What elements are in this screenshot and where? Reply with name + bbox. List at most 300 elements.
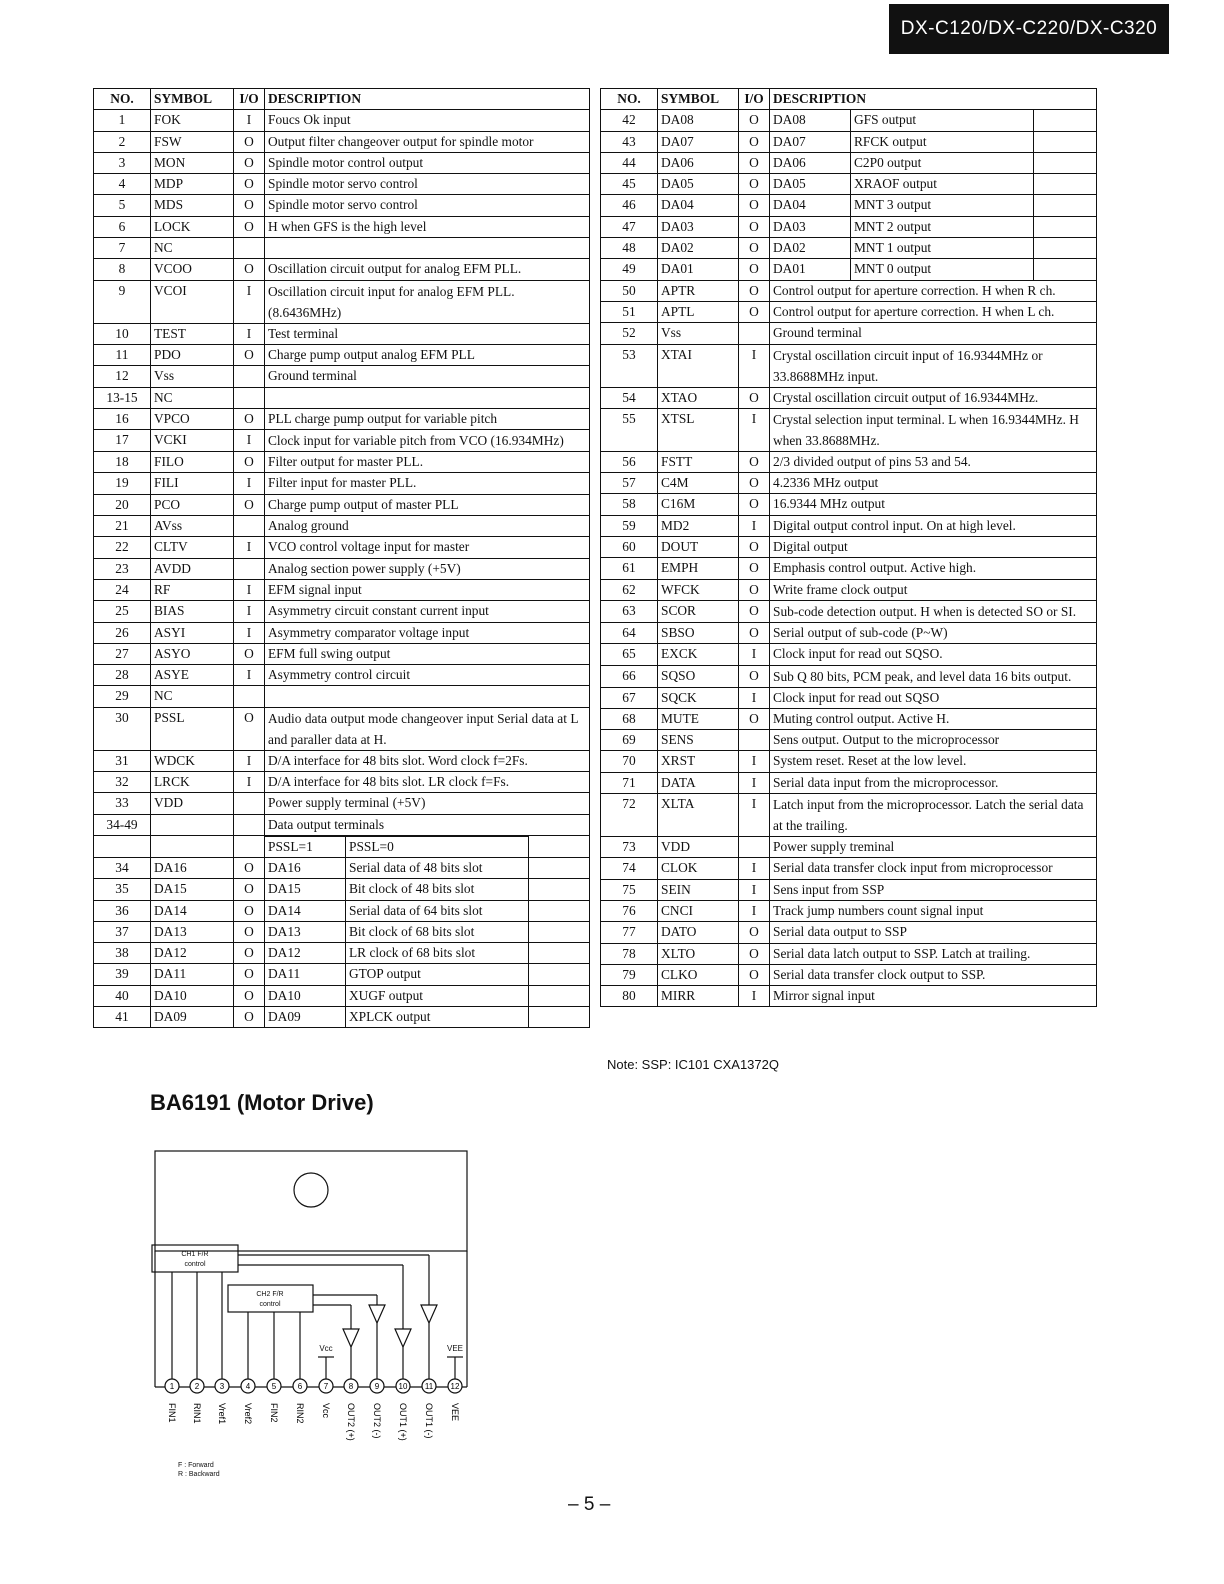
- pin-description: Analog section power supply (+5V): [265, 558, 590, 579]
- pin-symbol: SCOR: [658, 600, 739, 622]
- pin-description: Spindle motor control output: [265, 152, 590, 173]
- pin-io: I: [739, 344, 770, 387]
- pin-number-label: 3: [219, 1382, 225, 1391]
- table-row: [94, 622, 590, 643]
- pin-io: [234, 814, 265, 835]
- pssl1-function: DA04: [770, 195, 851, 215]
- table-row: [601, 986, 1097, 1007]
- table-row: [601, 259, 1097, 280]
- pin-io: O: [234, 943, 265, 964]
- pin-io: O: [234, 216, 265, 237]
- pin-io: O: [234, 857, 265, 878]
- table-row: [601, 665, 1097, 687]
- pin-symbol: ASYI: [151, 622, 234, 643]
- ic-index-circle: [294, 1173, 328, 1207]
- pin-description: Asymmetry circuit constant current input: [265, 601, 590, 622]
- pin-symbol: VPCO: [151, 408, 234, 429]
- data-output-subtable: [265, 879, 589, 899]
- data-output-subtable: [770, 238, 1096, 258]
- pin-description: Latch input from the microprocessor. Latch the serial data at the trailing.: [770, 794, 1097, 837]
- pin-number: 59: [601, 515, 658, 536]
- blank-cell: [529, 836, 590, 857]
- table-row: [601, 152, 1097, 173]
- pssl1-function: DA01: [770, 259, 851, 279]
- pin-io: I: [739, 879, 770, 900]
- pin-io: O: [739, 922, 770, 943]
- pssl0-function: C2P0 output: [851, 153, 1034, 173]
- pin-symbol: EXCK: [658, 644, 739, 665]
- pin-number: 61: [601, 558, 658, 579]
- pin-symbol: DA09: [151, 1006, 234, 1027]
- pin-number: 45: [601, 174, 658, 195]
- pin-description: 16.9344 MHz output: [770, 494, 1097, 515]
- pin-number: 11: [94, 344, 151, 365]
- pin-symbol: RF: [151, 579, 234, 600]
- pin-description: Sub Q 80 bits, PCM peak, and level data 16 bits output.: [770, 665, 1097, 687]
- pin-description: Serial data latch output to SSP. Latch at trailing.: [770, 943, 1097, 964]
- pin-description: Serial data input from the microprocessor.: [770, 772, 1097, 793]
- pin-symbol: DA13: [151, 921, 234, 942]
- right-pin-table: [600, 88, 1097, 1007]
- pin-io: O: [739, 473, 770, 494]
- pin-io: O: [234, 707, 265, 750]
- pin-number: 25: [94, 601, 151, 622]
- pin-symbol: DATO: [658, 922, 739, 943]
- pin-io: I: [739, 794, 770, 837]
- pin-io: O: [739, 174, 770, 195]
- pin-symbol: LOCK: [151, 216, 234, 237]
- pin-number: 9: [94, 280, 151, 323]
- pin-description: Spindle motor servo control: [265, 174, 590, 195]
- pin-description: [265, 857, 590, 878]
- table-row: [94, 686, 590, 707]
- pin-description: Ground terminal: [265, 366, 590, 387]
- pin-io: [234, 558, 265, 579]
- pin-symbol: C4M: [658, 473, 739, 494]
- pin-symbol: DA16: [151, 857, 234, 878]
- pssl1-function: DA02: [770, 238, 851, 258]
- pin-description: [265, 686, 590, 707]
- pin-number: 24: [94, 579, 151, 600]
- pin-io: O: [739, 622, 770, 643]
- pin-description: D/A interface for 48 bits slot. LR clock f=Fs.: [265, 772, 590, 793]
- pin-symbol: APTR: [658, 280, 739, 301]
- pin-description: [265, 879, 590, 900]
- table-row: [601, 751, 1097, 772]
- amp-out1-minus: [395, 1329, 411, 1347]
- pssl0-function: Serial data of 64 bits slot: [346, 901, 529, 921]
- pin-symbol: VDD: [658, 837, 739, 858]
- pin-number-label: 7: [323, 1382, 329, 1391]
- blank-cell: [1034, 259, 1097, 279]
- table-row: [601, 451, 1097, 472]
- pin-io: O: [739, 259, 770, 280]
- document-header: DX-C120/DX-C220/DX-C320: [889, 4, 1169, 54]
- pin-number: 35: [94, 879, 151, 900]
- table-row: [601, 772, 1097, 793]
- pin-description: EFM signal input: [265, 579, 590, 600]
- amp-out2-minus: [343, 1329, 359, 1347]
- table-row: [94, 964, 590, 985]
- pin-io: [234, 835, 265, 857]
- blank-cell: [1034, 195, 1097, 215]
- pin-io: O: [739, 579, 770, 600]
- pin-symbol: SBSO: [658, 622, 739, 643]
- pin-description: Charge pump output analog EFM PLL: [265, 344, 590, 365]
- pin-number: 34-49: [94, 814, 151, 835]
- pin-io: O: [234, 452, 265, 473]
- pin-description: Sens output. Output to the microprocessor: [770, 730, 1097, 751]
- pin-symbol: XTSL: [658, 408, 739, 451]
- pin-io: O: [234, 408, 265, 429]
- amp-out1-plus: [421, 1305, 437, 1323]
- table-row: [601, 387, 1097, 408]
- pin-io: I: [739, 986, 770, 1007]
- table-row: [94, 408, 590, 429]
- pin-number: 57: [601, 473, 658, 494]
- table-row: [601, 644, 1097, 665]
- pin-io: O: [234, 152, 265, 173]
- pin-symbol: DA04: [658, 195, 739, 216]
- pin-io: O: [739, 665, 770, 687]
- pin-description: H when GFS is the high level: [265, 216, 590, 237]
- pin-description: Serial data output to SSP: [770, 922, 1097, 943]
- pin-name-label: VEE: [450, 1403, 460, 1422]
- pin-description: Charge pump output of master PLL: [265, 494, 590, 515]
- blank-cell: [1034, 217, 1097, 237]
- pin-description: Sens input from SSP: [770, 879, 1097, 900]
- pin-io: I: [739, 900, 770, 921]
- pin-number: 5: [94, 195, 151, 216]
- pin-description: Asymmetry control circuit: [265, 665, 590, 686]
- table-row: [601, 473, 1097, 494]
- pin-name-label: OUT2 (+): [346, 1403, 356, 1441]
- data-output-subtable: [265, 858, 589, 878]
- pin-symbol: AVss: [151, 516, 234, 537]
- pssl0-function: MNT 1 output: [851, 238, 1034, 258]
- pin-number-label: 1: [169, 1382, 175, 1391]
- header-io: I/O: [739, 89, 770, 110]
- pssl1-function: DA13: [265, 922, 346, 942]
- pin-io: O: [234, 259, 265, 280]
- table-row: [601, 537, 1097, 558]
- header-description: DESCRIPTION: [265, 89, 590, 110]
- pin-number: 74: [601, 858, 658, 879]
- pssl1-function: DA16: [265, 858, 346, 878]
- pin-io: O: [234, 174, 265, 195]
- table-row: [601, 238, 1097, 259]
- pin-io: O: [234, 879, 265, 900]
- pssl1-function: DA10: [265, 986, 346, 1006]
- ch2-label-1: CH2 F/R: [256, 1291, 284, 1298]
- pin-symbol: MON: [151, 152, 234, 173]
- pssl1-function: DA11: [265, 964, 346, 984]
- pin-description: 2/3 divided output of pins 53 and 54.: [770, 451, 1097, 472]
- pin-io: O: [234, 494, 265, 515]
- table-row: [601, 900, 1097, 921]
- ba6191-block-diagram: [140, 1145, 500, 1490]
- pin-number: 79: [601, 964, 658, 985]
- pin-description: Clock input for read out SQSO: [770, 687, 1097, 708]
- table-row: [94, 750, 590, 771]
- table-row: [601, 515, 1097, 536]
- pin-description: [770, 195, 1097, 216]
- table-row: [94, 985, 590, 1006]
- pin-symbol: [151, 814, 234, 835]
- pin-io: I: [739, 772, 770, 793]
- pin-description: Filter output for master PLL.: [265, 452, 590, 473]
- pin-symbol: CNCI: [658, 900, 739, 921]
- pin-io: O: [234, 985, 265, 1006]
- table-row: [94, 323, 590, 344]
- pin-description: Oscillation circuit output for analog EFM PLL.: [265, 259, 590, 280]
- pin-symbol: DA06: [658, 152, 739, 173]
- table-row: [94, 366, 590, 387]
- pin-number: 54: [601, 387, 658, 408]
- table-header-row: [94, 89, 590, 110]
- table-row: [94, 601, 590, 622]
- vcc-label: Vcc: [319, 1344, 333, 1353]
- pin-number: 66: [601, 665, 658, 687]
- table-row: [94, 900, 590, 921]
- pin-description: Output filter changeover output for spindle motor: [265, 131, 590, 152]
- table-row: [94, 452, 590, 473]
- pin-description: Analog ground: [265, 516, 590, 537]
- pin-description: [265, 387, 590, 408]
- table-row: [601, 708, 1097, 729]
- table-row: [94, 516, 590, 537]
- pin-number-label: 4: [245, 1382, 251, 1391]
- pin-io: O: [739, 195, 770, 216]
- table-row: [601, 110, 1097, 131]
- table-row: [601, 600, 1097, 622]
- pssl0-function: RFCK output: [851, 132, 1034, 152]
- pin-io: O: [234, 964, 265, 985]
- pin-io: [739, 323, 770, 344]
- pin-number: 41: [94, 1006, 151, 1027]
- pin-symbol: MIRR: [658, 986, 739, 1007]
- table-row: [94, 857, 590, 878]
- pin-number: 68: [601, 708, 658, 729]
- header-io: I/O: [234, 89, 265, 110]
- pin-symbol: SQSO: [658, 665, 739, 687]
- pin-number: 65: [601, 644, 658, 665]
- pssl0-function: Bit clock of 68 bits slot: [346, 922, 529, 942]
- pin-symbol: DA12: [151, 943, 234, 964]
- pin-symbol: MDS: [151, 195, 234, 216]
- blank-cell: [1034, 153, 1097, 173]
- data-output-subtable: [770, 110, 1096, 130]
- table-row: [94, 238, 590, 259]
- pin-symbol: MUTE: [658, 708, 739, 729]
- pin-symbol: PDO: [151, 344, 234, 365]
- pin-number: 4: [94, 174, 151, 195]
- pin-name-label: Vref1: [217, 1403, 227, 1425]
- table-row: [94, 772, 590, 793]
- table-row: [94, 921, 590, 942]
- pin-io: O: [234, 921, 265, 942]
- pin-number: 32: [94, 772, 151, 793]
- table-row: [94, 558, 590, 579]
- pssl0-function: Serial data of 48 bits slot: [346, 858, 529, 878]
- pin-description: Sub-code detection output. H when is detected SO or SI.: [770, 600, 1097, 622]
- pin-description: [770, 216, 1097, 237]
- data-output-subtable: [770, 195, 1096, 215]
- pin-number: 56: [601, 451, 658, 472]
- pin-description: Oscillation circuit input for analog EFM PLL. (8.6436MHz): [265, 280, 590, 323]
- pin-description: Serial data transfer clock input from microprocessor: [770, 858, 1097, 879]
- blank-cell: [529, 858, 590, 878]
- pin-number: 6: [94, 216, 151, 237]
- pin-io: O: [739, 537, 770, 558]
- data-output-subtable: [265, 1007, 589, 1027]
- table-row: [94, 174, 590, 195]
- pin-number: 39: [94, 964, 151, 985]
- pin-number: 40: [94, 985, 151, 1006]
- pin-number: 47: [601, 216, 658, 237]
- pin-description: [265, 1006, 590, 1027]
- pin-number: 12: [94, 366, 151, 387]
- pin-symbol: DA03: [658, 216, 739, 237]
- table-row: [94, 387, 590, 408]
- pin-io: [739, 837, 770, 858]
- table-row: [94, 943, 590, 964]
- pin-description: [770, 110, 1097, 131]
- pin-io: I: [234, 280, 265, 323]
- pin-symbol: [151, 835, 234, 857]
- pin-symbol: VDD: [151, 793, 234, 814]
- pin-description: Test terminal: [265, 323, 590, 344]
- table-row: [601, 280, 1097, 301]
- pin-symbol: BIAS: [151, 601, 234, 622]
- pin-io: [234, 366, 265, 387]
- header-no: NO.: [94, 89, 151, 110]
- table-row: [94, 814, 590, 835]
- pin-symbol: WDCK: [151, 750, 234, 771]
- table-row: [601, 323, 1097, 344]
- table-row: [601, 558, 1097, 579]
- pin-number: 58: [601, 494, 658, 515]
- pin-symbol: DOUT: [658, 537, 739, 558]
- blank-cell: [1034, 132, 1097, 152]
- header-symbol: SYMBOL: [658, 89, 739, 110]
- pin-io: O: [739, 600, 770, 622]
- pin-io: O: [739, 131, 770, 152]
- pin-number: 13-15: [94, 387, 151, 408]
- pin-description: Crystal selection input terminal. L when 16.9344MHz. H when 33.8688MHz.: [770, 408, 1097, 451]
- pssl1-function: DA05: [770, 174, 851, 194]
- pin-description: [770, 259, 1097, 280]
- pin-io: O: [739, 943, 770, 964]
- table-row: [94, 1006, 590, 1027]
- table-row: [94, 216, 590, 237]
- blank-cell: [529, 879, 590, 899]
- pin-io: I: [739, 858, 770, 879]
- pin-name-label: RIN1: [192, 1403, 202, 1424]
- data-output-subtable: [265, 901, 589, 921]
- pin-io: O: [739, 558, 770, 579]
- table-row: [94, 579, 590, 600]
- pin-number: 38: [94, 943, 151, 964]
- data-output-subtable: [265, 986, 589, 1006]
- amp-out2-plus: [369, 1305, 385, 1323]
- pin-name-label: OUT1 (-): [424, 1403, 434, 1439]
- pin-io: I: [234, 473, 265, 494]
- pin-number-label: 11: [424, 1382, 434, 1391]
- data-output-subtable: [770, 217, 1096, 237]
- pin-number-label: 8: [348, 1382, 354, 1391]
- legend-forward: F : Forward: [178, 1462, 214, 1469]
- table-row: [601, 174, 1097, 195]
- table-row: [94, 195, 590, 216]
- pin-symbol: C16M: [658, 494, 739, 515]
- pin-description: Data output terminals: [265, 814, 590, 835]
- pin-io: I: [234, 579, 265, 600]
- pin-number: 77: [601, 922, 658, 943]
- pin-description: Audio data output mode changeover input Serial data at L and paraller data at H.: [265, 707, 590, 750]
- table-row: [601, 943, 1097, 964]
- blank-cell: [1034, 238, 1097, 258]
- pin-name-label: FIN2: [269, 1403, 279, 1423]
- pin-symbol: AVDD: [151, 558, 234, 579]
- pin-name-label: Vref2: [243, 1403, 253, 1425]
- table-row: [601, 922, 1097, 943]
- pin-number: 23: [94, 558, 151, 579]
- blank-cell: [529, 922, 590, 942]
- pin-symbol: Vss: [151, 366, 234, 387]
- table-row: [601, 879, 1097, 900]
- pin-io: I: [234, 430, 265, 452]
- pin-number: 22: [94, 537, 151, 558]
- pin-number: 72: [601, 794, 658, 837]
- pin-description: Digital output control input. On at high level.: [770, 515, 1097, 536]
- table-row: [94, 131, 590, 152]
- pssl0-function: MNT 0 output: [851, 259, 1034, 279]
- pin-number: 1: [94, 110, 151, 131]
- table-row: [601, 730, 1097, 751]
- pin-io: I: [234, 110, 265, 131]
- pin-symbol: PSSL: [151, 707, 234, 750]
- pin-description: [265, 964, 590, 985]
- pin-io: O: [234, 131, 265, 152]
- pin-io: O: [739, 708, 770, 729]
- pin-symbol: DA07: [658, 131, 739, 152]
- pin-number: 73: [601, 837, 658, 858]
- pin-number: 80: [601, 986, 658, 1007]
- blank-cell: [1034, 174, 1097, 194]
- pin-io: O: [234, 643, 265, 664]
- pin-io: O: [739, 451, 770, 472]
- ssp-note: Note: SSP: IC101 CXA1372Q: [607, 1057, 779, 1072]
- pssl0-function: XPLCK output: [346, 1007, 529, 1027]
- pin-number: 42: [601, 110, 658, 131]
- pin-number: 37: [94, 921, 151, 942]
- pssl0-function: MNT 3 output: [851, 195, 1034, 215]
- pin-symbol: LRCK: [151, 772, 234, 793]
- pin-description: Track jump numbers count signal input: [770, 900, 1097, 921]
- pin-number: 29: [94, 686, 151, 707]
- pin-symbol: WFCK: [658, 579, 739, 600]
- blank-cell: [529, 901, 590, 921]
- pin-name-label: OUT2 (-): [372, 1403, 382, 1439]
- pin-io: O: [739, 110, 770, 131]
- blank-cell: [1034, 110, 1097, 130]
- pin-io: I: [739, 751, 770, 772]
- pin-symbol: NC: [151, 686, 234, 707]
- pin-number: 51: [601, 301, 658, 322]
- pin-description: Crystal oscillation circuit input of 16.9344MHz or 33.8688MHz input.: [770, 344, 1097, 387]
- pin-symbol: VCKI: [151, 430, 234, 452]
